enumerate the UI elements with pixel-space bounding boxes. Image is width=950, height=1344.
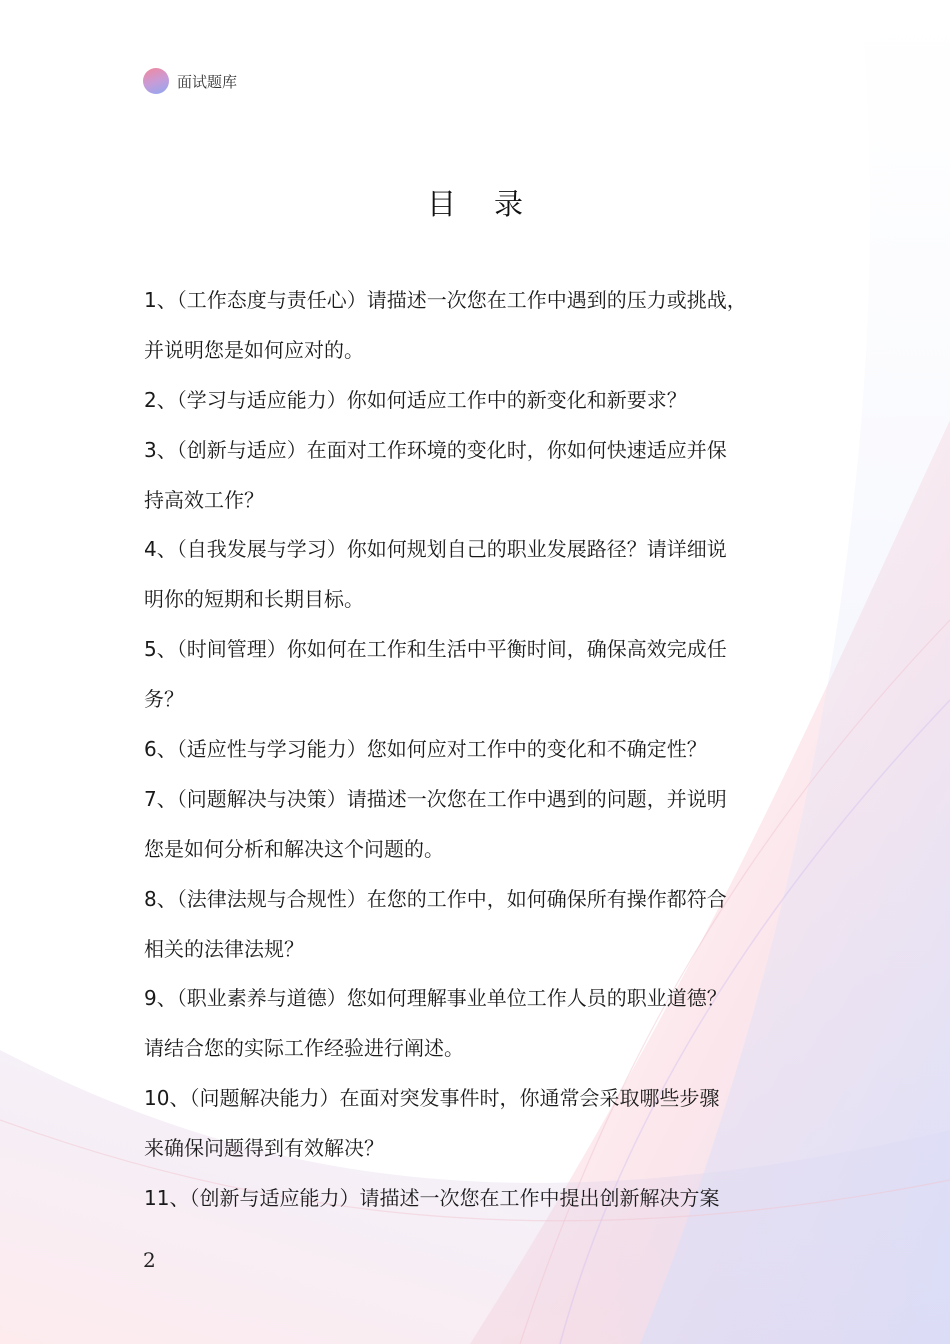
document-header xyxy=(143,67,237,95)
table-of-contents xyxy=(144,276,824,1224)
toc-item-line: 3、（创新与适应）在面对工作环境的变化时，你如何快速适应并保 xyxy=(144,437,727,462)
toc-item-line: 请结合您的实际工作经验进行阐述。 xyxy=(144,1036,464,1061)
toc-item-line: 务？ xyxy=(144,687,184,712)
page-number: 2 xyxy=(143,1248,156,1272)
toc-item-line: 明你的短期和长期目标。 xyxy=(144,587,364,612)
toc-item[interactable] xyxy=(144,974,824,1074)
toc-item-line: 8、（法律法规与合规性）在您的工作中，如何确保所有操作都符合 xyxy=(144,886,727,911)
toc-item-line: 持高效工作？ xyxy=(144,487,264,512)
toc-item-line: 10、（问题解决能力）在面对突发事件时，你通常会采取哪些步骤 xyxy=(144,1086,720,1111)
toc-item[interactable] xyxy=(144,1074,824,1174)
toc-item-line: 6、（适应性与学习能力）您如何应对工作中的变化和不确定性？ xyxy=(144,737,707,762)
toc-item[interactable] xyxy=(144,775,824,875)
toc-item[interactable] xyxy=(144,725,824,775)
toc-item[interactable] xyxy=(144,1174,824,1224)
logo-circle-icon xyxy=(143,68,169,94)
toc-item-line: 您是如何分析和解决这个问题的。 xyxy=(144,836,444,861)
toc-item-line: 9、（职业素养与道德）您如何理解事业单位工作人员的职业道德？ xyxy=(144,986,727,1011)
toc-item[interactable] xyxy=(144,376,824,426)
toc-item-line: 11、（创新与适应能力）请描述一次您在工作中提出创新解决方案 xyxy=(144,1186,720,1211)
toc-item[interactable] xyxy=(144,625,824,725)
toc-item[interactable] xyxy=(144,426,824,526)
toc-item-line: 并说明您是如何应对的。 xyxy=(144,337,364,362)
toc-item-line: 1、（工作态度与责任心）请描述一次您在工作中遇到的压力或挑战， xyxy=(144,288,747,312)
toc-item-line: 相关的法律法规？ xyxy=(144,936,304,961)
toc-item-line: 2、（学习与适应能力）你如何适应工作中的新变化和新要求？ xyxy=(144,387,687,412)
toc-item-line: 5、（时间管理）你如何在工作和生活中平衡时间，确保高效完成任 xyxy=(144,637,727,662)
toc-item-line: 4、（自我发展与学习）你如何规划自己的职业发展路径？请详细说 xyxy=(144,537,727,562)
page-title: 目录 xyxy=(426,187,561,221)
toc-item[interactable] xyxy=(144,276,824,376)
toc-item-line: 来确保问题得到有效解决？ xyxy=(144,1136,384,1161)
toc-item[interactable] xyxy=(144,525,824,625)
toc-item-line: 7、（问题解决与决策）请描述一次您在工作中遇到的问题，并说明 xyxy=(144,786,727,811)
header-title: 面试题库 xyxy=(177,72,238,91)
toc-item[interactable] xyxy=(144,875,824,975)
